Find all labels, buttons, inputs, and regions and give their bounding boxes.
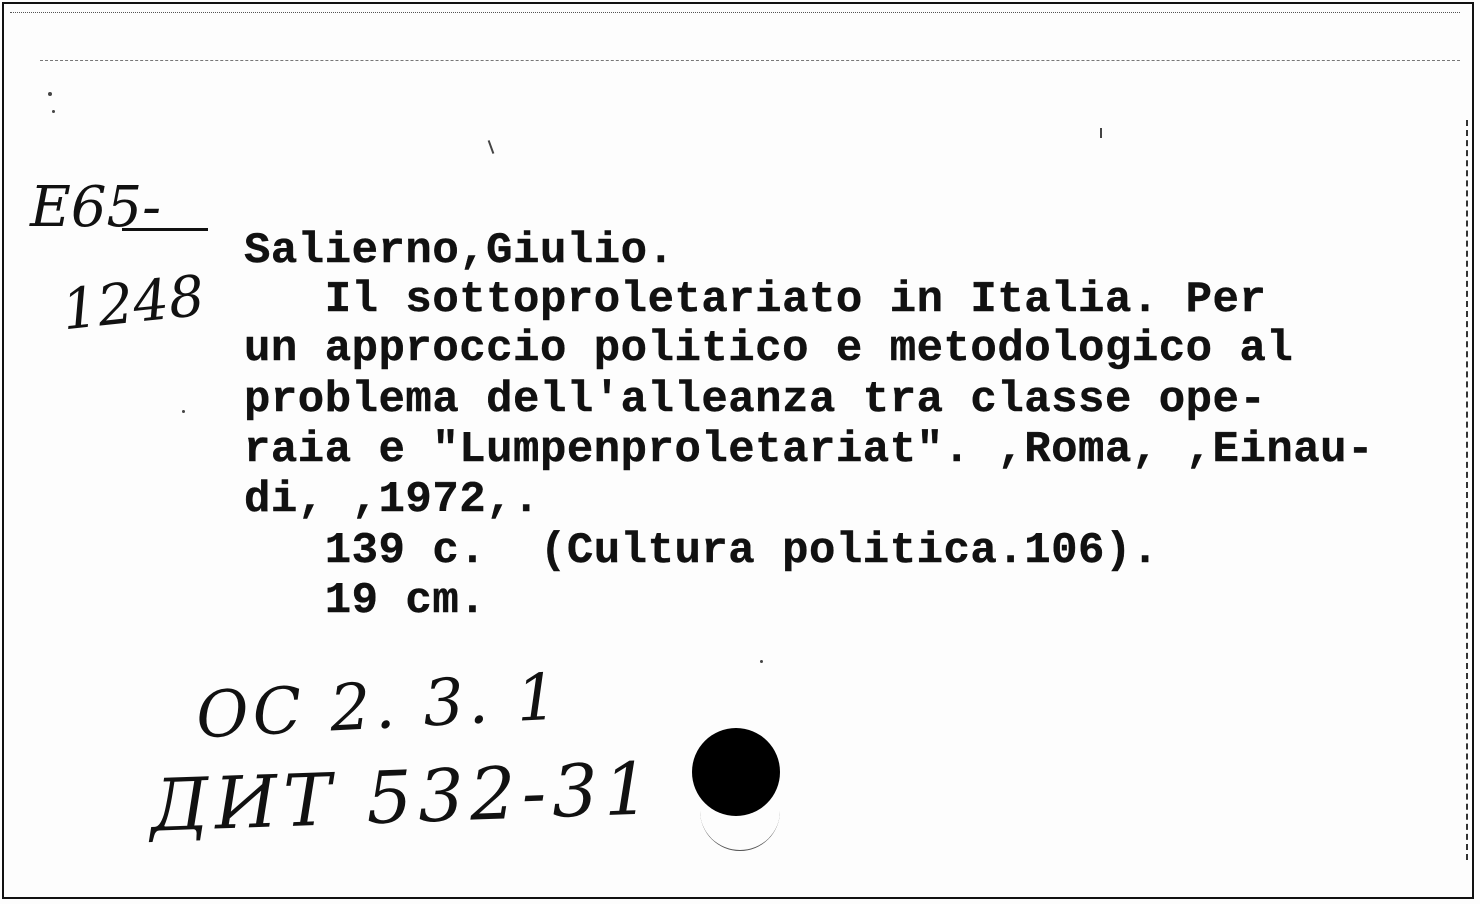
speck [52, 110, 55, 113]
inventory-number: ДИТ 532-31 [148, 746, 657, 848]
call-number-line-1: E65- [30, 175, 162, 240]
title-line-1: Il sottoproletariato in Italia. Per [244, 275, 1267, 325]
speck [760, 660, 763, 663]
call-number-line-2: 1248 [58, 263, 208, 344]
physical-description: 139 c. (Cultura politica.106). [244, 526, 1159, 576]
card-top-rule [40, 60, 1460, 61]
speck [1100, 128, 1102, 138]
title-line-4: raia e "Lumpenproletariat". ,Roma, ,Einau- [244, 425, 1374, 475]
speck [48, 92, 52, 96]
author-heading: Salierno,Giulio. [244, 226, 675, 276]
classification-number: OC 2. 3. 1 [194, 660, 563, 754]
card-edge-perforation [1466, 120, 1468, 860]
title-line-2: un approccio politico e metodologico al [244, 324, 1294, 374]
title-line-5: di, ,1972,. [244, 475, 540, 525]
size-note: 19 cm. [244, 576, 487, 626]
title-line-3: problema dell'alleanza tra classe ope- [244, 375, 1267, 425]
speck [182, 410, 185, 413]
card-top-edge [10, 12, 1460, 13]
